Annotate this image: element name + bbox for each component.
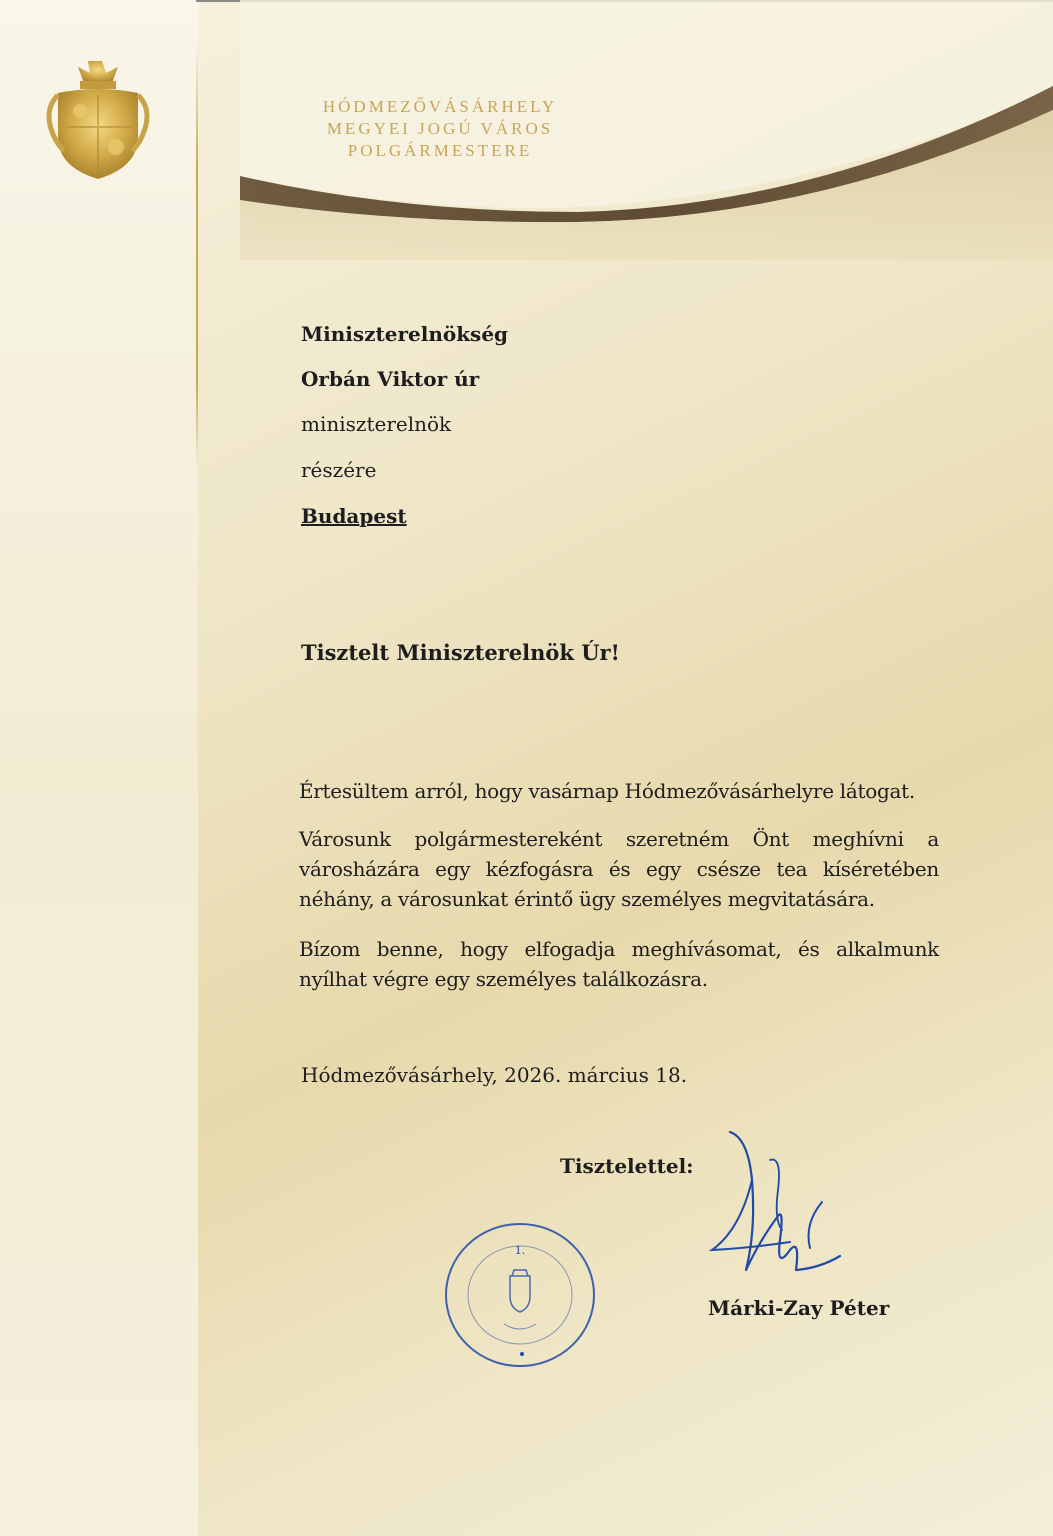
letterhead [290, 96, 590, 162]
body-paragraph-1: Értesültem arról, hogy vasárnap Hódmezővásárhelyre látogat. [299, 779, 915, 803]
left-fold-panel [0, 0, 198, 1536]
signature [700, 1120, 900, 1295]
official-stamp [440, 1218, 600, 1373]
letterhead-line: MEGYEI JOGÚ VÁROS [326, 119, 554, 138]
recipient-title: miniszterelnök [301, 412, 452, 436]
closing: Tisztelettel: [560, 1154, 694, 1178]
coat-of-arms-icon [40, 55, 155, 185]
recipient-organization: Miniszterelnökség [301, 322, 509, 346]
recipient-city: Budapest [301, 504, 407, 528]
recipient-for: részére [301, 458, 377, 482]
place-date: Hódmezővásárhely, 2026. március 18. [301, 1063, 688, 1087]
stamp-number: 1. [514, 1244, 526, 1257]
letterhead-line: POLGÁRMESTERE [347, 141, 533, 160]
signatory-name: Márki-Zay Péter [708, 1296, 890, 1320]
recipient-name: Orbán Viktor úr [301, 367, 480, 391]
salutation: Tisztelt Miniszterelnök Úr! [301, 640, 620, 665]
body-paragraph-3: Bízom benne, hogy elfogadja meghívásomat, és alkalmunk nyílhat végre egy személyes találkozásra. [299, 937, 939, 991]
body-paragraph-2: Városunk polgármestereként szeretném Önt meghívni a városházára egy kézfogásra és egy csésze tea kíséretében néhány, a városunkat érintő ügy személyes megvitatására. [299, 827, 939, 911]
letterhead-line: HÓDMEZŐVÁSÁRHELY [322, 97, 558, 116]
